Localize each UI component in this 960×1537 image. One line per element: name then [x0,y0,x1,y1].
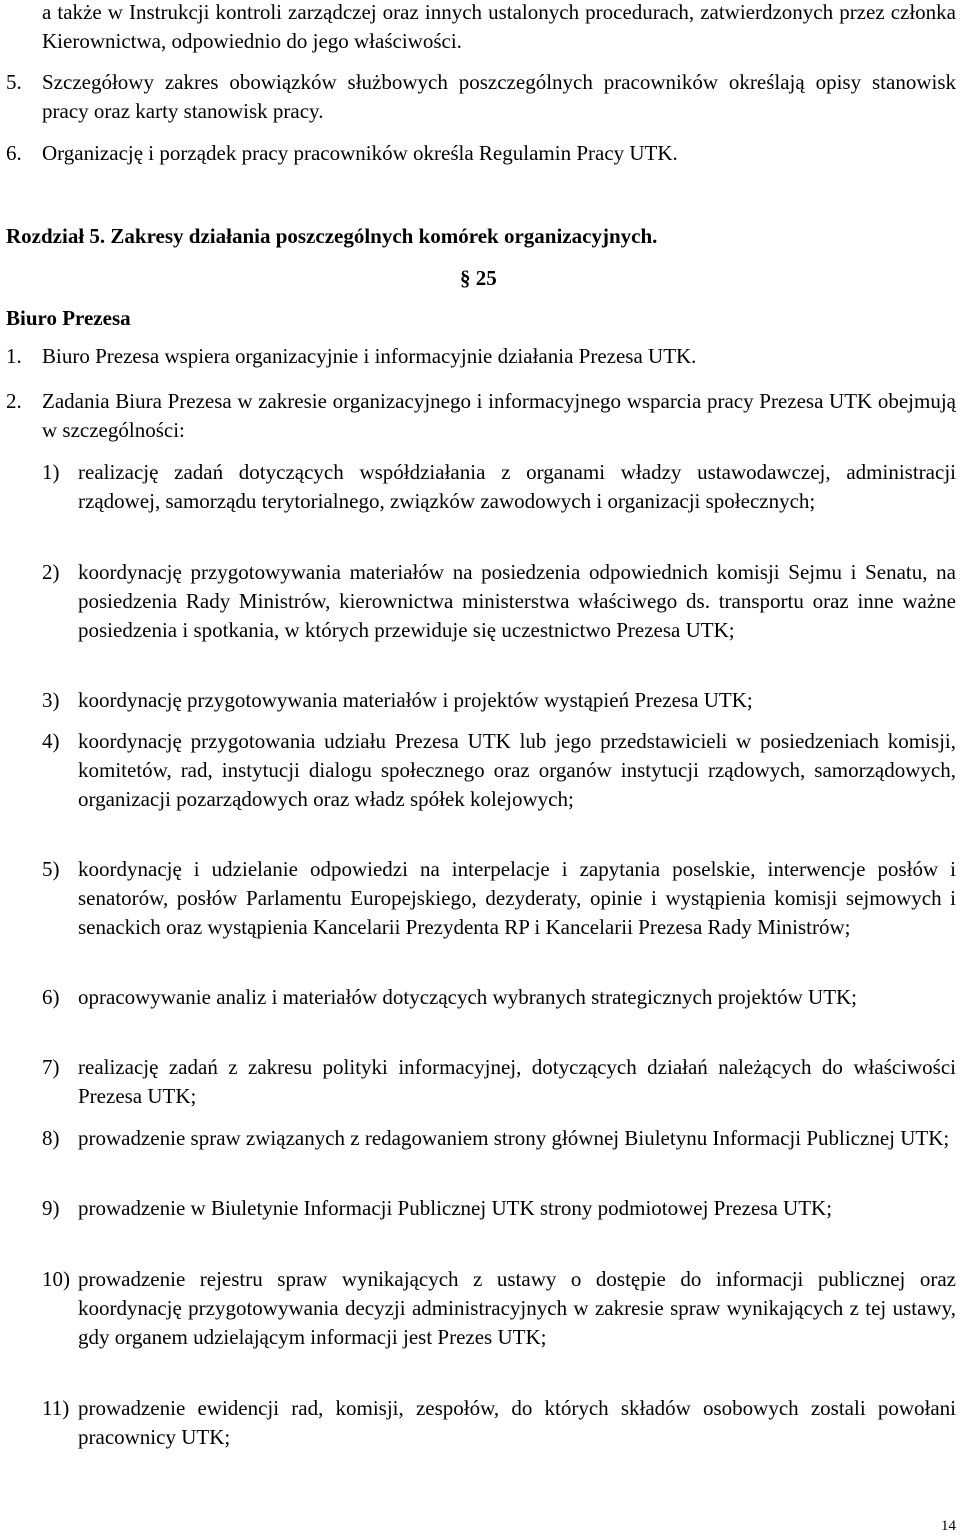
section-heading: Biuro Prezesa [6,306,131,330]
task-number: 10) [42,1267,70,1291]
list-text: Szczegółowy zakres obowiązków służbowych poszczególnych pracowników określają opisy stanowisk pracy oraz karty stanowisk pracy. [42,70,956,123]
task-number: 2) [42,560,60,584]
task-text: koordynację i udzielanie odpowiedzi na interpelacje i zapytania poselskie, interwencje posłów i senatorów, posłów Parlamentu Europejskiego, dezyderaty, opinie i wystąpienia komisji sejmowych i senackich oraz wystąpienia Kancelarii Prezydenta RP i Kancelarii Prezesa Rady Ministrów; [78,857,956,939]
point-number: 2. [6,389,22,413]
task-text: koordynację przygotowania udziału Prezesa UTK lub jego przedstawicieli w posiedzeniach komisji, komitetów, rad, instytucji dialogu społecznego oraz organów instytucji rządowych, samorządowych, organizacji pozarządowych oraz władz spółek kolejowych; [78,729,956,811]
task-number: 5) [42,857,60,881]
task-number: 8) [42,1126,60,1150]
task-text: prowadzenie rejestru spraw wynikających z ustawy o dostępie do informacji publicznej oraz koordynację przygotowywania decyzji administracyjnych w zakresie spraw wynikających z tej ustawy, gdy organem udzielającym informacji jest Prezes UTK; [78,1267,956,1349]
list-number: 5. [6,70,22,94]
task-number: 11) [42,1396,70,1420]
task-text: opracowywanie analiz i materiałów dotyczących wybranych strategicznych projektów UTK; [78,985,858,1009]
task-number: 7) [42,1055,60,1079]
task-number: 6) [42,985,60,1009]
paragraph-mark: § 25 [460,266,497,290]
task-number: 4) [42,729,60,753]
list-text: Organizację i porządek pracy pracowników określa Regulamin Pracy UTK. [42,141,678,165]
task-text: realizację zadań dotyczących współdziałania z organami władzy ustawodawczej, administracji rządowej, samorządu terytorialnego, związków zawodowych i organizacji społecznych; [78,460,956,513]
page-number: 14 [941,1518,956,1534]
task-number: 3) [42,688,60,712]
intro-continuation: a także w Instrukcji kontroli zarządczej oraz innych ustalonych procedurach, zatwierdzonych przez członka Kierownictwa, odpowiednio do jego właściwości. [42,0,956,53]
task-text: prowadzenie ewidencji rad, komisji, zespołów, do których składów osobowych zostali powołani pracownicy UTK; [78,1396,956,1449]
point-text: Biuro Prezesa wspiera organizacyjnie i informacyjnie działania Prezesa UTK. [42,344,697,368]
task-text: prowadzenie spraw związanych z redagowaniem strony głównej Biuletynu Informacji Publicznej UTK; [78,1126,950,1150]
task-number: 1) [42,460,60,484]
task-text: realizację zadań z zakresu polityki informacyjnej, dotyczących działań należących do właściwości Prezesa UTK; [78,1055,956,1108]
task-text: prowadzenie w Biuletynie Informacji Publicznej UTK strony podmiotowej Prezesa UTK; [78,1196,833,1220]
task-number: 9) [42,1196,60,1220]
list-number: 6. [6,141,22,165]
point-number: 1. [6,344,22,368]
chapter-heading: Rozdział 5. Zakresy działania poszczególnych komórek organizacyjnych. [6,224,658,248]
task-text: koordynację przygotowywania materiałów i projektów wystąpień Prezesa UTK; [78,688,753,712]
task-text: koordynację przygotowywania materiałów na posiedzenia odpowiednich komisji Sejmu i Senatu, na posiedzenia Rady Ministrów, kierownictwa ministerstwa właściwego ds. transportu oraz inne ważne posiedzenia i spotkania, w których przewiduje się uczestnictwo Prezesa UTK; [78,560,956,642]
point-text: Zadania Biura Prezesa w zakresie organizacyjnego i informacyjnego wsparcia pracy Prezesa UTK obejmują w szczególności: [42,389,956,442]
